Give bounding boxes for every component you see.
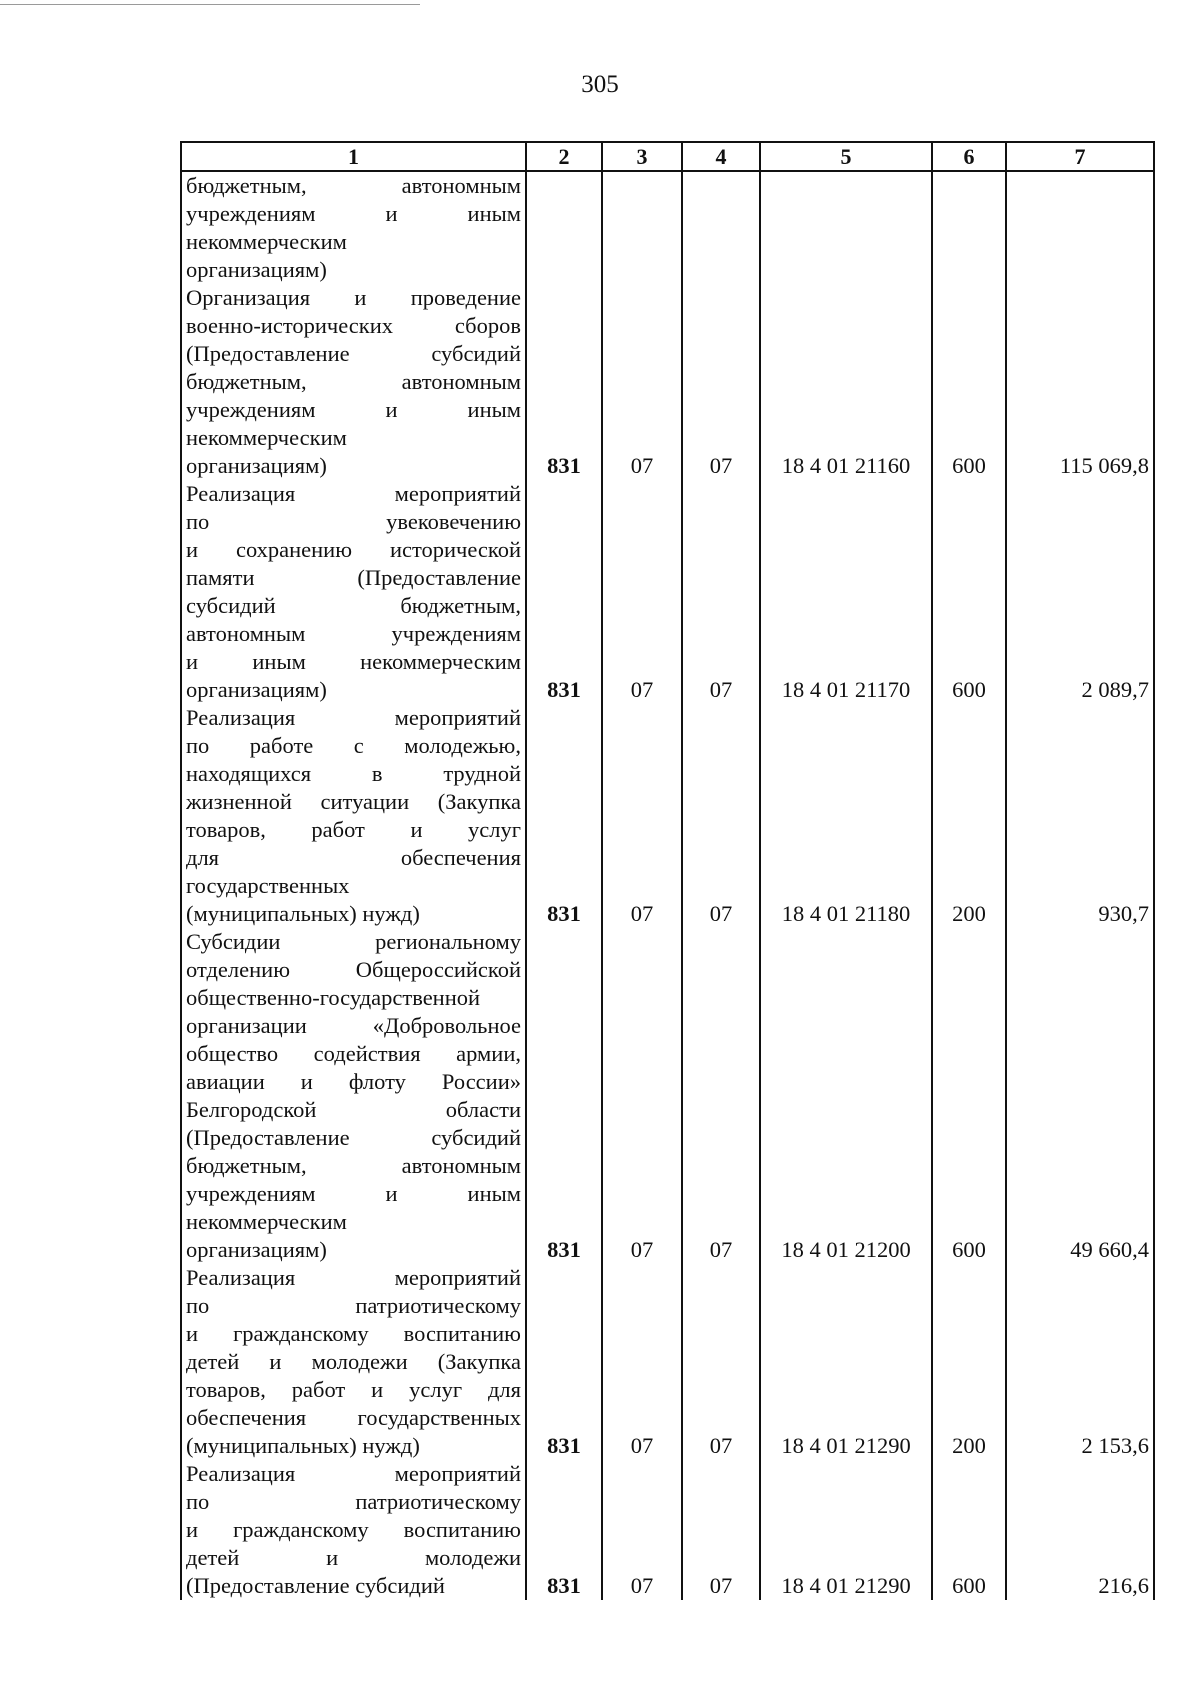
description-line: (муниципальных) нужд)	[186, 1433, 420, 1458]
table-row	[181, 171, 1154, 284]
description-line: организациям)	[186, 453, 327, 478]
description-line: Реализация мероприятий	[186, 1461, 521, 1486]
header-col-1: 1	[181, 142, 526, 171]
cell-amount: 49 660,4	[1006, 928, 1154, 1264]
cell-amount: 216,6	[1006, 1460, 1154, 1600]
description-line: учреждениям и иным	[186, 397, 521, 422]
cell-expense-type: 600	[932, 1460, 1006, 1600]
row-description	[181, 1460, 526, 1600]
cell-section-code: 07	[602, 1264, 682, 1460]
description-line: (Предоставление субсидий	[186, 1573, 445, 1598]
header-row	[181, 142, 1154, 171]
table-row	[181, 1264, 1154, 1460]
description-line: организации «Добровольное	[186, 1013, 521, 1038]
cell-department-code: 831	[526, 1264, 602, 1460]
description-line: учреждениям и иным	[186, 201, 521, 226]
description-line: организациям)	[186, 677, 327, 702]
description-line: обеспечения государственных	[186, 1405, 521, 1430]
cell-expense-type	[932, 171, 1006, 284]
table-row	[181, 704, 1154, 928]
cell-department-code: 831	[526, 928, 602, 1264]
description-line: организациям)	[186, 257, 327, 282]
cell-expense-type: 600	[932, 928, 1006, 1264]
cell-subsection-code: 07	[682, 704, 760, 928]
cell-expense-type: 200	[932, 1264, 1006, 1460]
description-line: Белгородской области	[186, 1097, 521, 1122]
row-description	[181, 171, 526, 284]
description-line: государственных	[186, 873, 350, 898]
table-row	[181, 928, 1154, 1264]
description-line: субсидий бюджетным,	[186, 593, 521, 618]
cell-target-article	[760, 171, 932, 284]
description-line: бюджетным, автономным	[186, 369, 521, 394]
description-line: и сохранению исторической	[186, 537, 521, 562]
description-line: Реализация мероприятий	[186, 1265, 521, 1290]
cell-subsection-code: 07	[682, 928, 760, 1264]
description-line: общество содействия армии,	[186, 1041, 521, 1066]
description-line: организациям)	[186, 1237, 327, 1262]
header-col-4: 4	[682, 142, 760, 171]
cell-target-article: 18 4 01 21160	[760, 284, 932, 480]
cell-section-code: 07	[602, 1460, 682, 1600]
description-line: Субсидии региональному	[186, 929, 521, 954]
page-number: 305	[581, 71, 619, 98]
row-description	[181, 704, 526, 928]
description-line: находящихся в трудной	[186, 761, 521, 786]
description-line: товаров, работ и услуг для	[186, 1377, 521, 1402]
header-col-7: 7	[1006, 142, 1154, 171]
description-line: детей и молодежи	[186, 1545, 521, 1570]
description-line: памяти (Предоставление	[186, 565, 521, 590]
description-line: некоммерческим	[186, 229, 347, 254]
description-line: по увековечению	[186, 509, 521, 534]
description-line: (Предоставление субсидий	[186, 1125, 521, 1150]
description-line: учреждениям и иным	[186, 1181, 521, 1206]
cell-department-code: 831	[526, 284, 602, 480]
row-description	[181, 1264, 526, 1460]
header-col-5: 5	[760, 142, 932, 171]
table-row	[181, 480, 1154, 704]
description-line: и гражданскому воспитанию	[186, 1321, 521, 1346]
description-line: бюджетным, автономным	[186, 1153, 521, 1178]
description-line: некоммерческим	[186, 1209, 347, 1234]
cell-department-code: 831	[526, 704, 602, 928]
cell-section-code	[602, 171, 682, 284]
description-line: и иным некоммерческим	[186, 649, 521, 674]
cell-department-code	[526, 171, 602, 284]
description-line: автономным учреждениям	[186, 621, 521, 646]
description-line: и гражданскому воспитанию	[186, 1517, 521, 1542]
row-description	[181, 480, 526, 704]
header-col-2: 2	[526, 142, 602, 171]
cell-subsection-code: 07	[682, 1460, 760, 1600]
description-line: Реализация мероприятий	[186, 481, 521, 506]
cell-section-code: 07	[602, 284, 682, 480]
description-line: Реализация мероприятий	[186, 705, 521, 730]
description-line: (муниципальных) нужд)	[186, 901, 420, 926]
row-description	[181, 284, 526, 480]
cell-amount: 930,7	[1006, 704, 1154, 928]
cell-section-code: 07	[602, 928, 682, 1264]
cell-expense-type: 600	[932, 480, 1006, 704]
scan-top-rule	[0, 4, 420, 5]
cell-target-article: 18 4 01 21290	[760, 1264, 932, 1460]
description-line: товаров, работ и услуг	[186, 817, 521, 842]
cell-section-code: 07	[602, 704, 682, 928]
cell-amount	[1006, 171, 1154, 284]
description-line: по работе с молодежью,	[186, 733, 521, 758]
cell-expense-type: 200	[932, 704, 1006, 928]
description-line: детей и молодежи (Закупка	[186, 1349, 521, 1374]
header-col-3: 3	[602, 142, 682, 171]
table-row	[181, 1460, 1154, 1600]
cell-subsection-code: 07	[682, 284, 760, 480]
description-line: общественно-государственной	[186, 985, 481, 1010]
description-line: по патриотическому	[186, 1489, 521, 1514]
cell-target-article: 18 4 01 21290	[760, 1460, 932, 1600]
cell-subsection-code: 07	[682, 1264, 760, 1460]
cell-section-code: 07	[602, 480, 682, 704]
description-line: жизненной ситуации (Закупка	[186, 789, 521, 814]
cell-amount: 2 089,7	[1006, 480, 1154, 704]
description-line: для обеспечения	[186, 845, 521, 870]
table-body	[181, 171, 1154, 1600]
description-line: бюджетным, автономным	[186, 173, 521, 198]
description-line: военно-исторических сборов	[186, 313, 521, 338]
budget-table	[180, 141, 1155, 1600]
cell-target-article: 18 4 01 21180	[760, 704, 932, 928]
description-line: некоммерческим	[186, 425, 347, 450]
cell-amount: 2 153,6	[1006, 1264, 1154, 1460]
row-description	[181, 928, 526, 1264]
cell-target-article: 18 4 01 21200	[760, 928, 932, 1264]
description-line: по патриотическому	[186, 1293, 521, 1318]
cell-expense-type: 600	[932, 284, 1006, 480]
cell-subsection-code: 07	[682, 480, 760, 704]
cell-subsection-code	[682, 171, 760, 284]
cell-department-code: 831	[526, 1460, 602, 1600]
table-row	[181, 284, 1154, 480]
description-line: Организация и проведение	[186, 285, 521, 310]
description-line: (Предоставление субсидий	[186, 341, 521, 366]
cell-department-code: 831	[526, 480, 602, 704]
cell-amount: 115 069,8	[1006, 284, 1154, 480]
header-col-6: 6	[932, 142, 1006, 171]
description-line: отделению Общероссийской	[186, 957, 521, 982]
description-line: авиации и флоту России»	[186, 1069, 521, 1094]
cell-target-article: 18 4 01 21170	[760, 480, 932, 704]
